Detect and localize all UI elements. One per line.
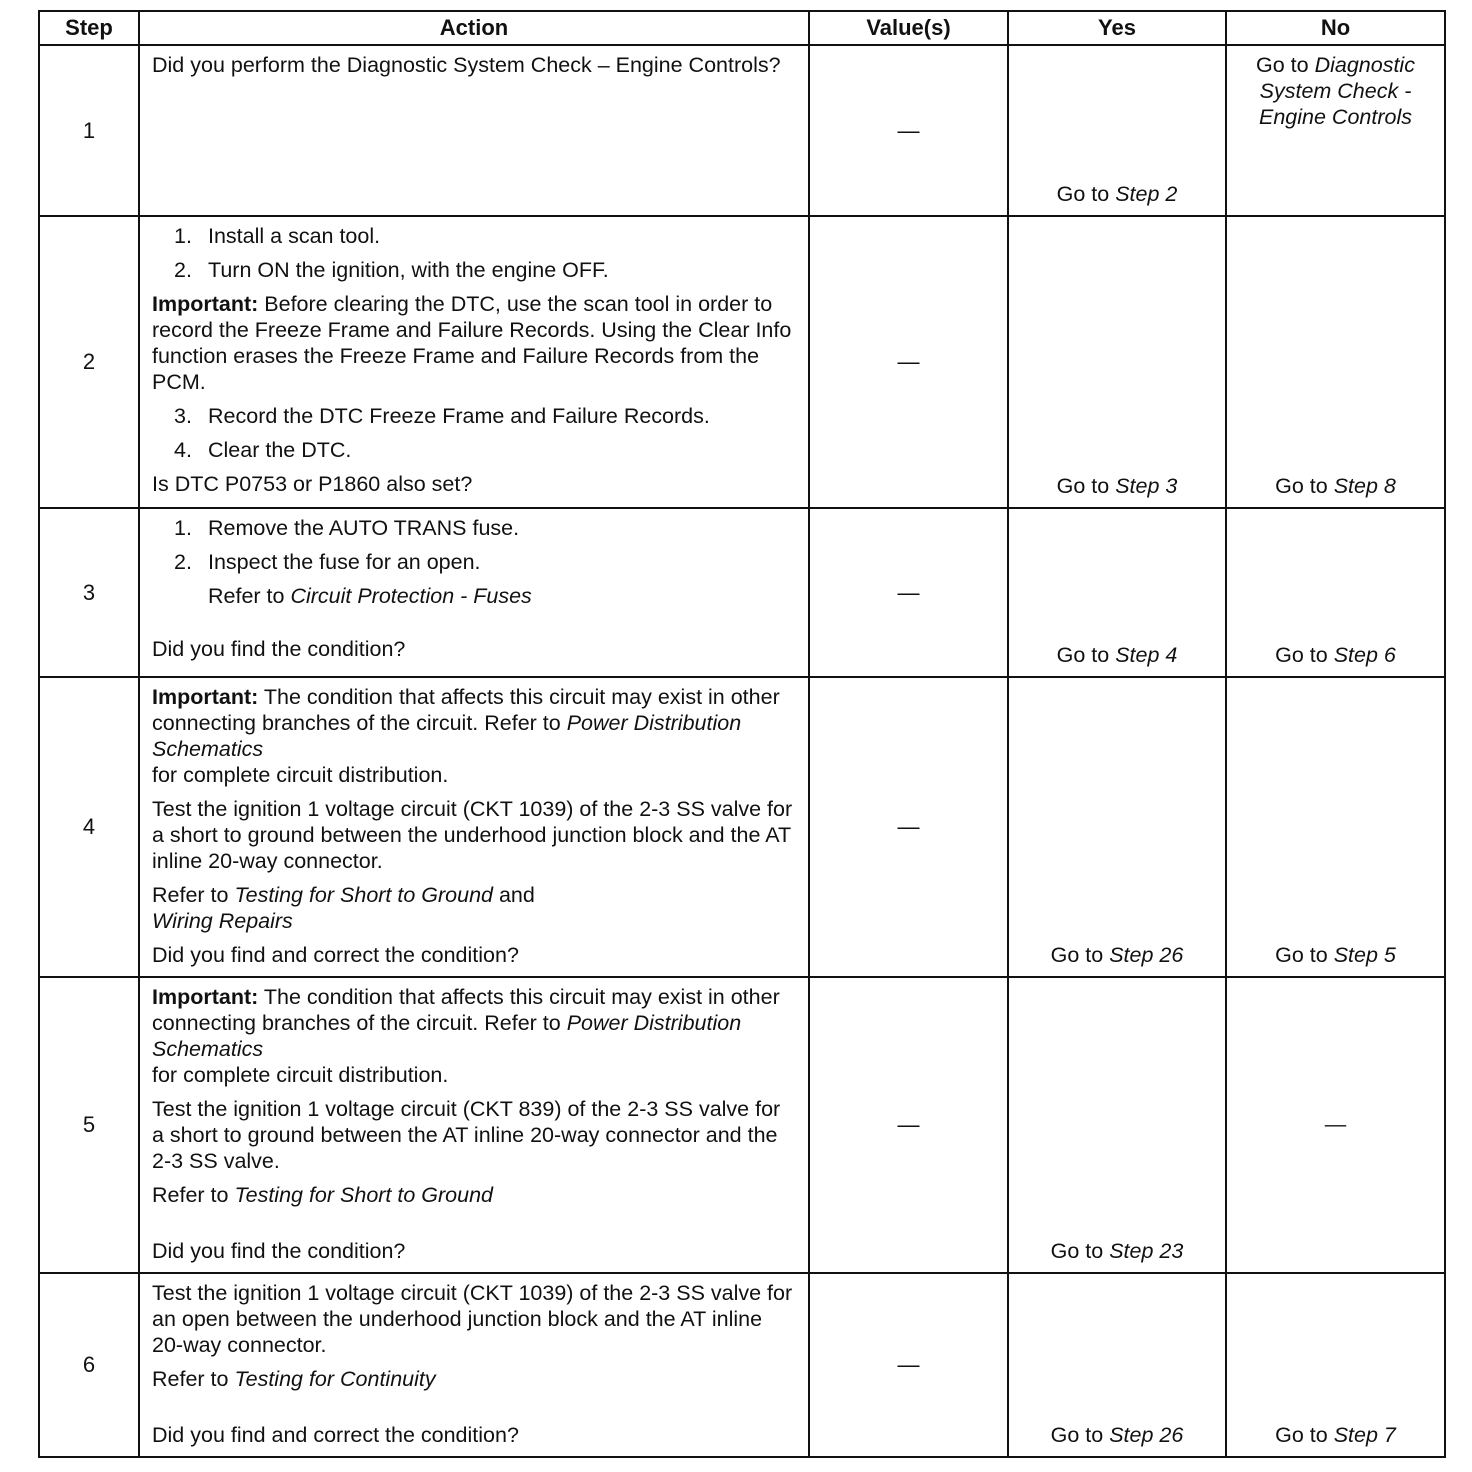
refer-line <box>152 1366 798 1392</box>
no-cell <box>1226 1273 1445 1457</box>
important-text: Before clearing the DTC, use the scan tool in order to record the Freeze Frame and Failure Records. Using the Clear Info function erases the Freeze Frame and Failure Records from the PCM. <box>152 292 792 394</box>
yes-link[interactable]: Step 23 <box>1109 1239 1184 1263</box>
yes-prefix: Go to <box>1056 643 1116 667</box>
yes-cell <box>1008 508 1226 677</box>
value-cell: — <box>809 508 1008 677</box>
yes-prefix: Go to <box>1050 1239 1110 1263</box>
refer-and: and <box>493 883 535 907</box>
list-item <box>152 257 798 283</box>
list-item <box>152 403 798 429</box>
value-cell: — <box>809 1273 1008 1457</box>
table-row <box>39 216 1445 508</box>
important-link[interactable]: Power Distribution Schematics <box>152 711 742 761</box>
table-row <box>39 508 1445 677</box>
refer-link[interactable]: Circuit Protection - Fuses <box>290 584 532 608</box>
question: Did you find and correct the condition? <box>152 943 519 967</box>
list-text: Turn ON the ignition, with the engine OFF. <box>208 258 609 282</box>
no-link[interactable]: Step 5 <box>1333 943 1396 967</box>
action-cell <box>139 45 809 216</box>
refer-prefix: Refer to <box>208 584 291 608</box>
header-no: No <box>1226 11 1445 45</box>
value-cell: — <box>809 45 1008 216</box>
no-cell <box>1226 677 1445 977</box>
step-number: 4 <box>39 677 139 977</box>
no-prefix: Go to <box>1275 643 1334 667</box>
action-cell <box>139 977 809 1273</box>
important-label: Important: <box>152 985 259 1009</box>
header-action: Action <box>139 11 809 45</box>
question: Did you find and correct the condition? <box>152 1423 519 1447</box>
test-instruction: Test the ignition 1 voltage circuit (CKT 1039) of the 2-3 SS valve for a short to ground between the underhood junction block and the AT inline 20-way connector. <box>152 797 793 873</box>
yes-cell <box>1008 45 1226 216</box>
list-number: 1. <box>174 224 192 248</box>
important-text: The condition that affects this circuit may exist in other connecting branches of the circuit. Refer to <box>152 685 780 735</box>
action-text: Did you perform the Diagnostic System Check – Engine Controls? <box>152 53 781 77</box>
refer-line <box>152 583 798 609</box>
action-cell <box>139 508 809 677</box>
refer-line <box>152 1182 798 1208</box>
table-row <box>39 45 1445 216</box>
question: Did you find the condition? <box>152 637 406 661</box>
no-prefix: Go to <box>1256 53 1315 77</box>
list-item <box>152 223 798 249</box>
list-text: Record the DTC Freeze Frame and Failure Records. <box>208 404 710 428</box>
refer-line <box>152 882 798 934</box>
list-text: Install a scan tool. <box>208 224 381 248</box>
test-instruction: Test the ignition 1 voltage circuit (CKT 839) of the 2-3 SS valve for a short to ground between the AT inline 20-way connector and the 2-3 SS valve. <box>152 1097 781 1173</box>
list-text: Clear the DTC. <box>208 438 352 462</box>
yes-cell <box>1008 216 1226 508</box>
refer-prefix: Refer to <box>152 883 235 907</box>
yes-link[interactable]: Step 4 <box>1115 643 1178 667</box>
no-link[interactable]: Step 7 <box>1333 1423 1396 1447</box>
test-instruction: Test the ignition 1 voltage circuit (CKT 1039) of the 2-3 SS valve for an open between the underhood junction block and the AT inline 20-way connector. <box>152 1281 793 1357</box>
action-cell <box>139 216 809 508</box>
important-note <box>152 684 798 788</box>
important-text: The condition that affects this circuit may exist in other connecting branches of the circuit. Refer to <box>152 985 780 1035</box>
yes-prefix: Go to <box>1056 474 1116 498</box>
question: Is DTC P0753 or P1860 also set? <box>152 472 473 496</box>
yes-prefix: Go to <box>1050 943 1110 967</box>
yes-link[interactable]: Step 3 <box>1115 474 1178 498</box>
no-link[interactable]: Step 6 <box>1333 643 1396 667</box>
value-cell: — <box>809 216 1008 508</box>
yes-link[interactable]: Step 2 <box>1115 182 1178 206</box>
list-item <box>152 515 798 541</box>
header-yes: Yes <box>1008 11 1226 45</box>
header-step: Step <box>39 11 139 45</box>
refer-prefix: Refer to <box>152 1183 235 1207</box>
value-cell: — <box>809 677 1008 977</box>
important-label: Important: <box>152 685 259 709</box>
value-cell: — <box>809 977 1008 1273</box>
no-cell <box>1226 45 1445 216</box>
table-row <box>39 677 1445 977</box>
action-cell <box>139 677 809 977</box>
table-row <box>39 1273 1445 1457</box>
action-cell <box>139 1273 809 1457</box>
yes-link[interactable]: Step 26 <box>1109 943 1184 967</box>
list-text: Inspect the fuse for an open. <box>208 550 481 574</box>
step-number: 1 <box>39 45 139 216</box>
list-number: 2. <box>174 258 192 282</box>
refer-prefix: Refer to <box>152 1367 235 1391</box>
list-item <box>152 549 798 575</box>
no-link[interactable]: Diagnostic System Check - Engine Controls <box>1259 53 1415 129</box>
no-cell: — <box>1226 977 1445 1273</box>
refer-link[interactable]: Testing for Continuity <box>234 1367 436 1391</box>
list-number: 2. <box>174 550 192 574</box>
important-link[interactable]: Power Distribution Schematics <box>152 1011 742 1061</box>
important-note <box>152 291 798 395</box>
no-prefix: Go to <box>1275 1423 1334 1447</box>
list-number: 3. <box>174 404 192 428</box>
yes-cell <box>1008 677 1226 977</box>
no-prefix: Go to <box>1275 474 1334 498</box>
yes-link[interactable]: Step 26 <box>1109 1423 1184 1447</box>
question: Did you find the condition? <box>152 1239 406 1263</box>
header-values: Value(s) <box>809 11 1008 45</box>
important-label: Important: <box>152 292 259 316</box>
yes-prefix: Go to <box>1050 1423 1110 1447</box>
refer-link[interactable]: Wiring Repairs <box>152 909 293 933</box>
table-row <box>39 977 1445 1273</box>
no-cell <box>1226 216 1445 508</box>
yes-cell <box>1008 1273 1226 1457</box>
important-tail: for complete circuit distribution. <box>152 1063 449 1087</box>
step-number: 3 <box>39 508 139 677</box>
list-text: Remove the AUTO TRANS fuse. <box>208 516 520 540</box>
step-number: 5 <box>39 977 139 1273</box>
yes-cell <box>1008 977 1226 1273</box>
list-number: 1. <box>174 516 192 540</box>
step-number: 2 <box>39 216 139 508</box>
important-note <box>152 984 798 1088</box>
diagnostic-table <box>38 10 1446 1458</box>
header-row <box>39 11 1445 45</box>
important-tail: for complete circuit distribution. <box>152 763 449 787</box>
list-item <box>152 437 798 463</box>
no-link[interactable]: Step 8 <box>1333 474 1396 498</box>
refer-link[interactable]: Testing for Short to Ground <box>234 883 493 907</box>
yes-prefix: Go to <box>1056 182 1116 206</box>
refer-link[interactable]: Testing for Short to Ground <box>234 1183 493 1207</box>
no-cell <box>1226 508 1445 677</box>
list-number: 4. <box>174 438 192 462</box>
step-number: 6 <box>39 1273 139 1457</box>
no-prefix: Go to <box>1275 943 1334 967</box>
